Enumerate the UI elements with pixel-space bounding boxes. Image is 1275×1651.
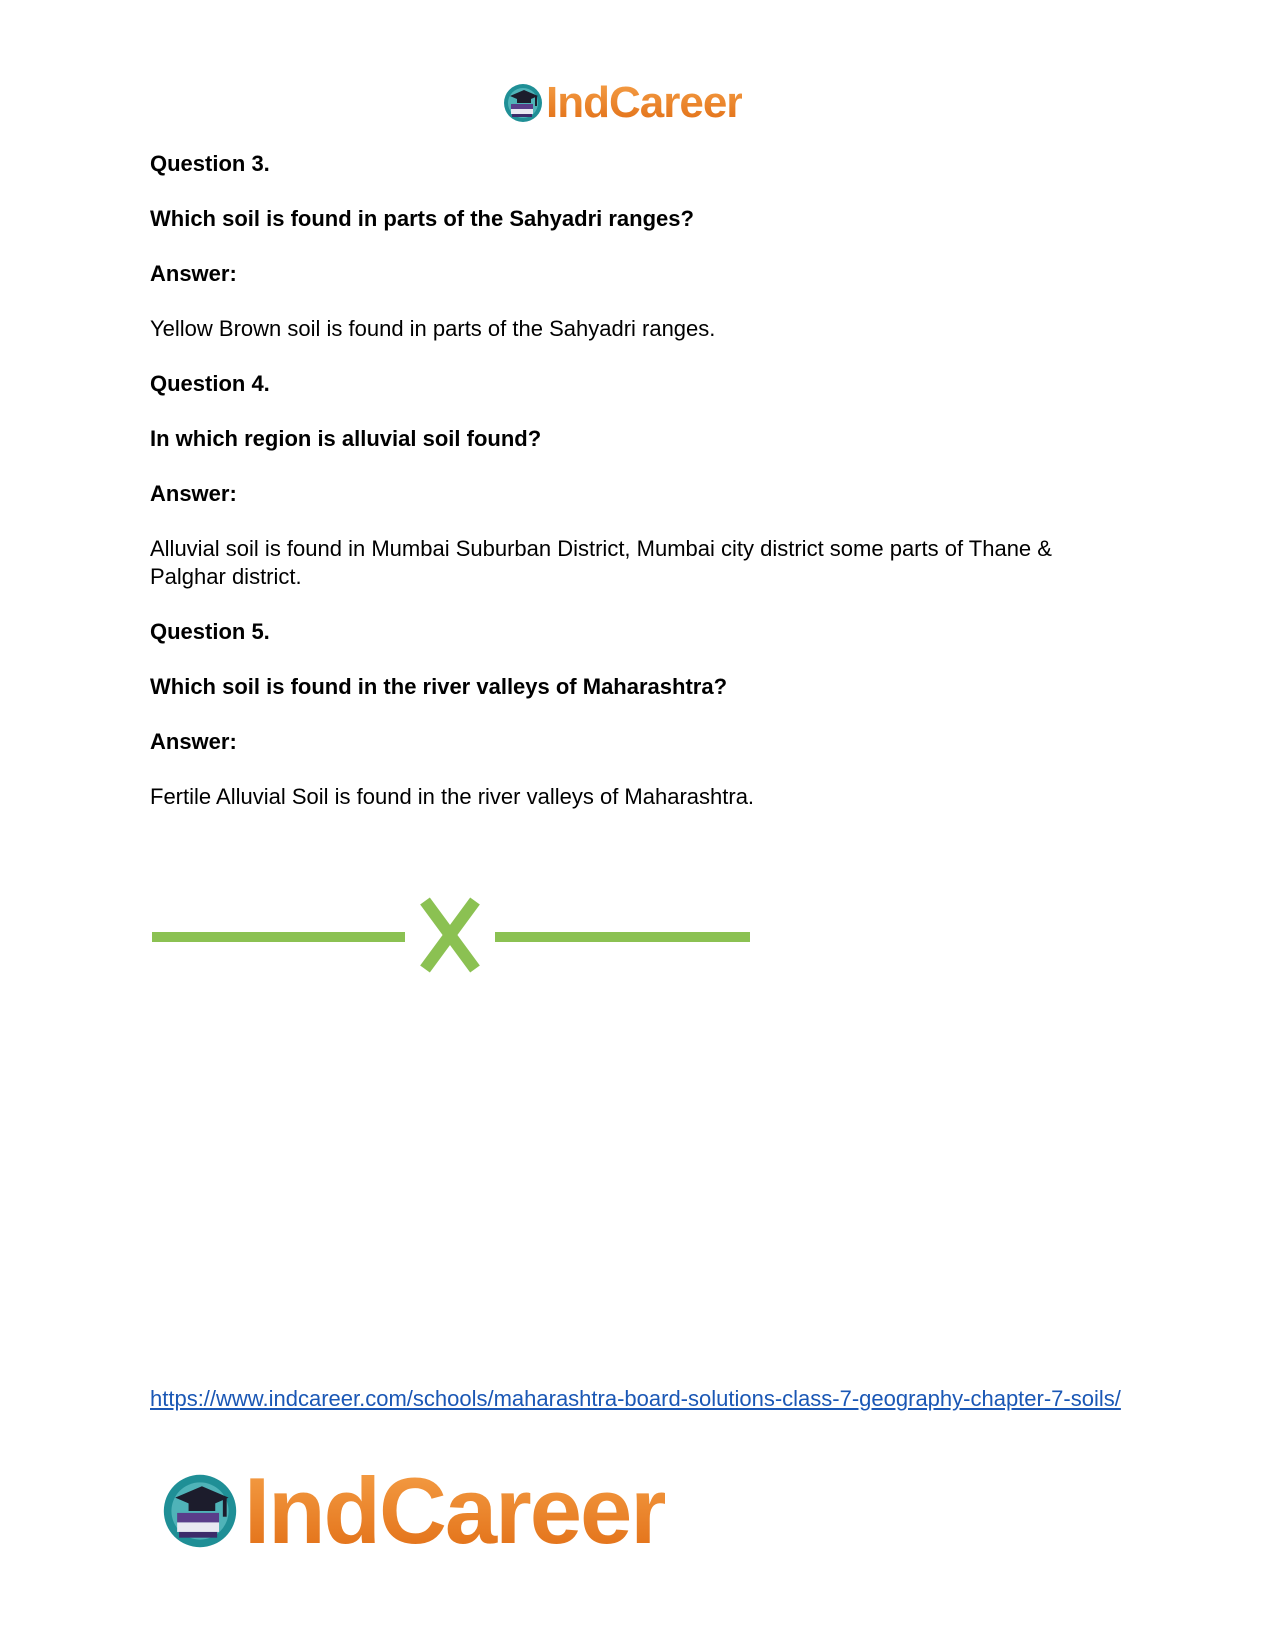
section-divider: [150, 895, 760, 975]
question-text: Which soil is found in parts of the Sahyadri ranges?: [150, 206, 694, 231]
qa-content: [150, 150, 1130, 811]
answer-text: Yellow Brown soil is found in parts of the Sahyadri ranges.: [150, 316, 716, 341]
footer-logo: [160, 1458, 665, 1563]
answer-label: Answer:: [150, 261, 237, 286]
graduation-book-icon: [502, 82, 544, 124]
answer-text: Fertile Alluvial Soil is found in the river valleys of Maharashtra.: [150, 784, 755, 809]
divider-line-right: [495, 932, 750, 942]
question-number: Question 3.: [150, 151, 270, 176]
source-link[interactable]: https://www.indcareer.com/schools/maharashtra-board-solutions-class-7-geography-chapter-7-soils/: [150, 1386, 1121, 1411]
question-text: Which soil is found in the river valleys of Maharashtra?: [150, 674, 728, 699]
answer-label: Answer:: [150, 481, 237, 506]
answer-label: Answer:: [150, 729, 237, 754]
header-logo: [502, 80, 742, 126]
divider-line-left: [152, 932, 405, 942]
question-number: Question 5.: [150, 619, 270, 644]
logo-wordmark: IndCareer: [546, 78, 743, 127]
logo-wordmark: IndCareer: [244, 1458, 665, 1563]
question-text: In which region is alluvial soil found?: [150, 426, 542, 451]
graduation-book-icon: [160, 1471, 240, 1551]
question-number: Question 4.: [150, 371, 270, 396]
answer-text: Alluvial soil is found in Mumbai Suburban District, Mumbai city district some parts of Thane & Palghar district.: [150, 536, 1052, 589]
